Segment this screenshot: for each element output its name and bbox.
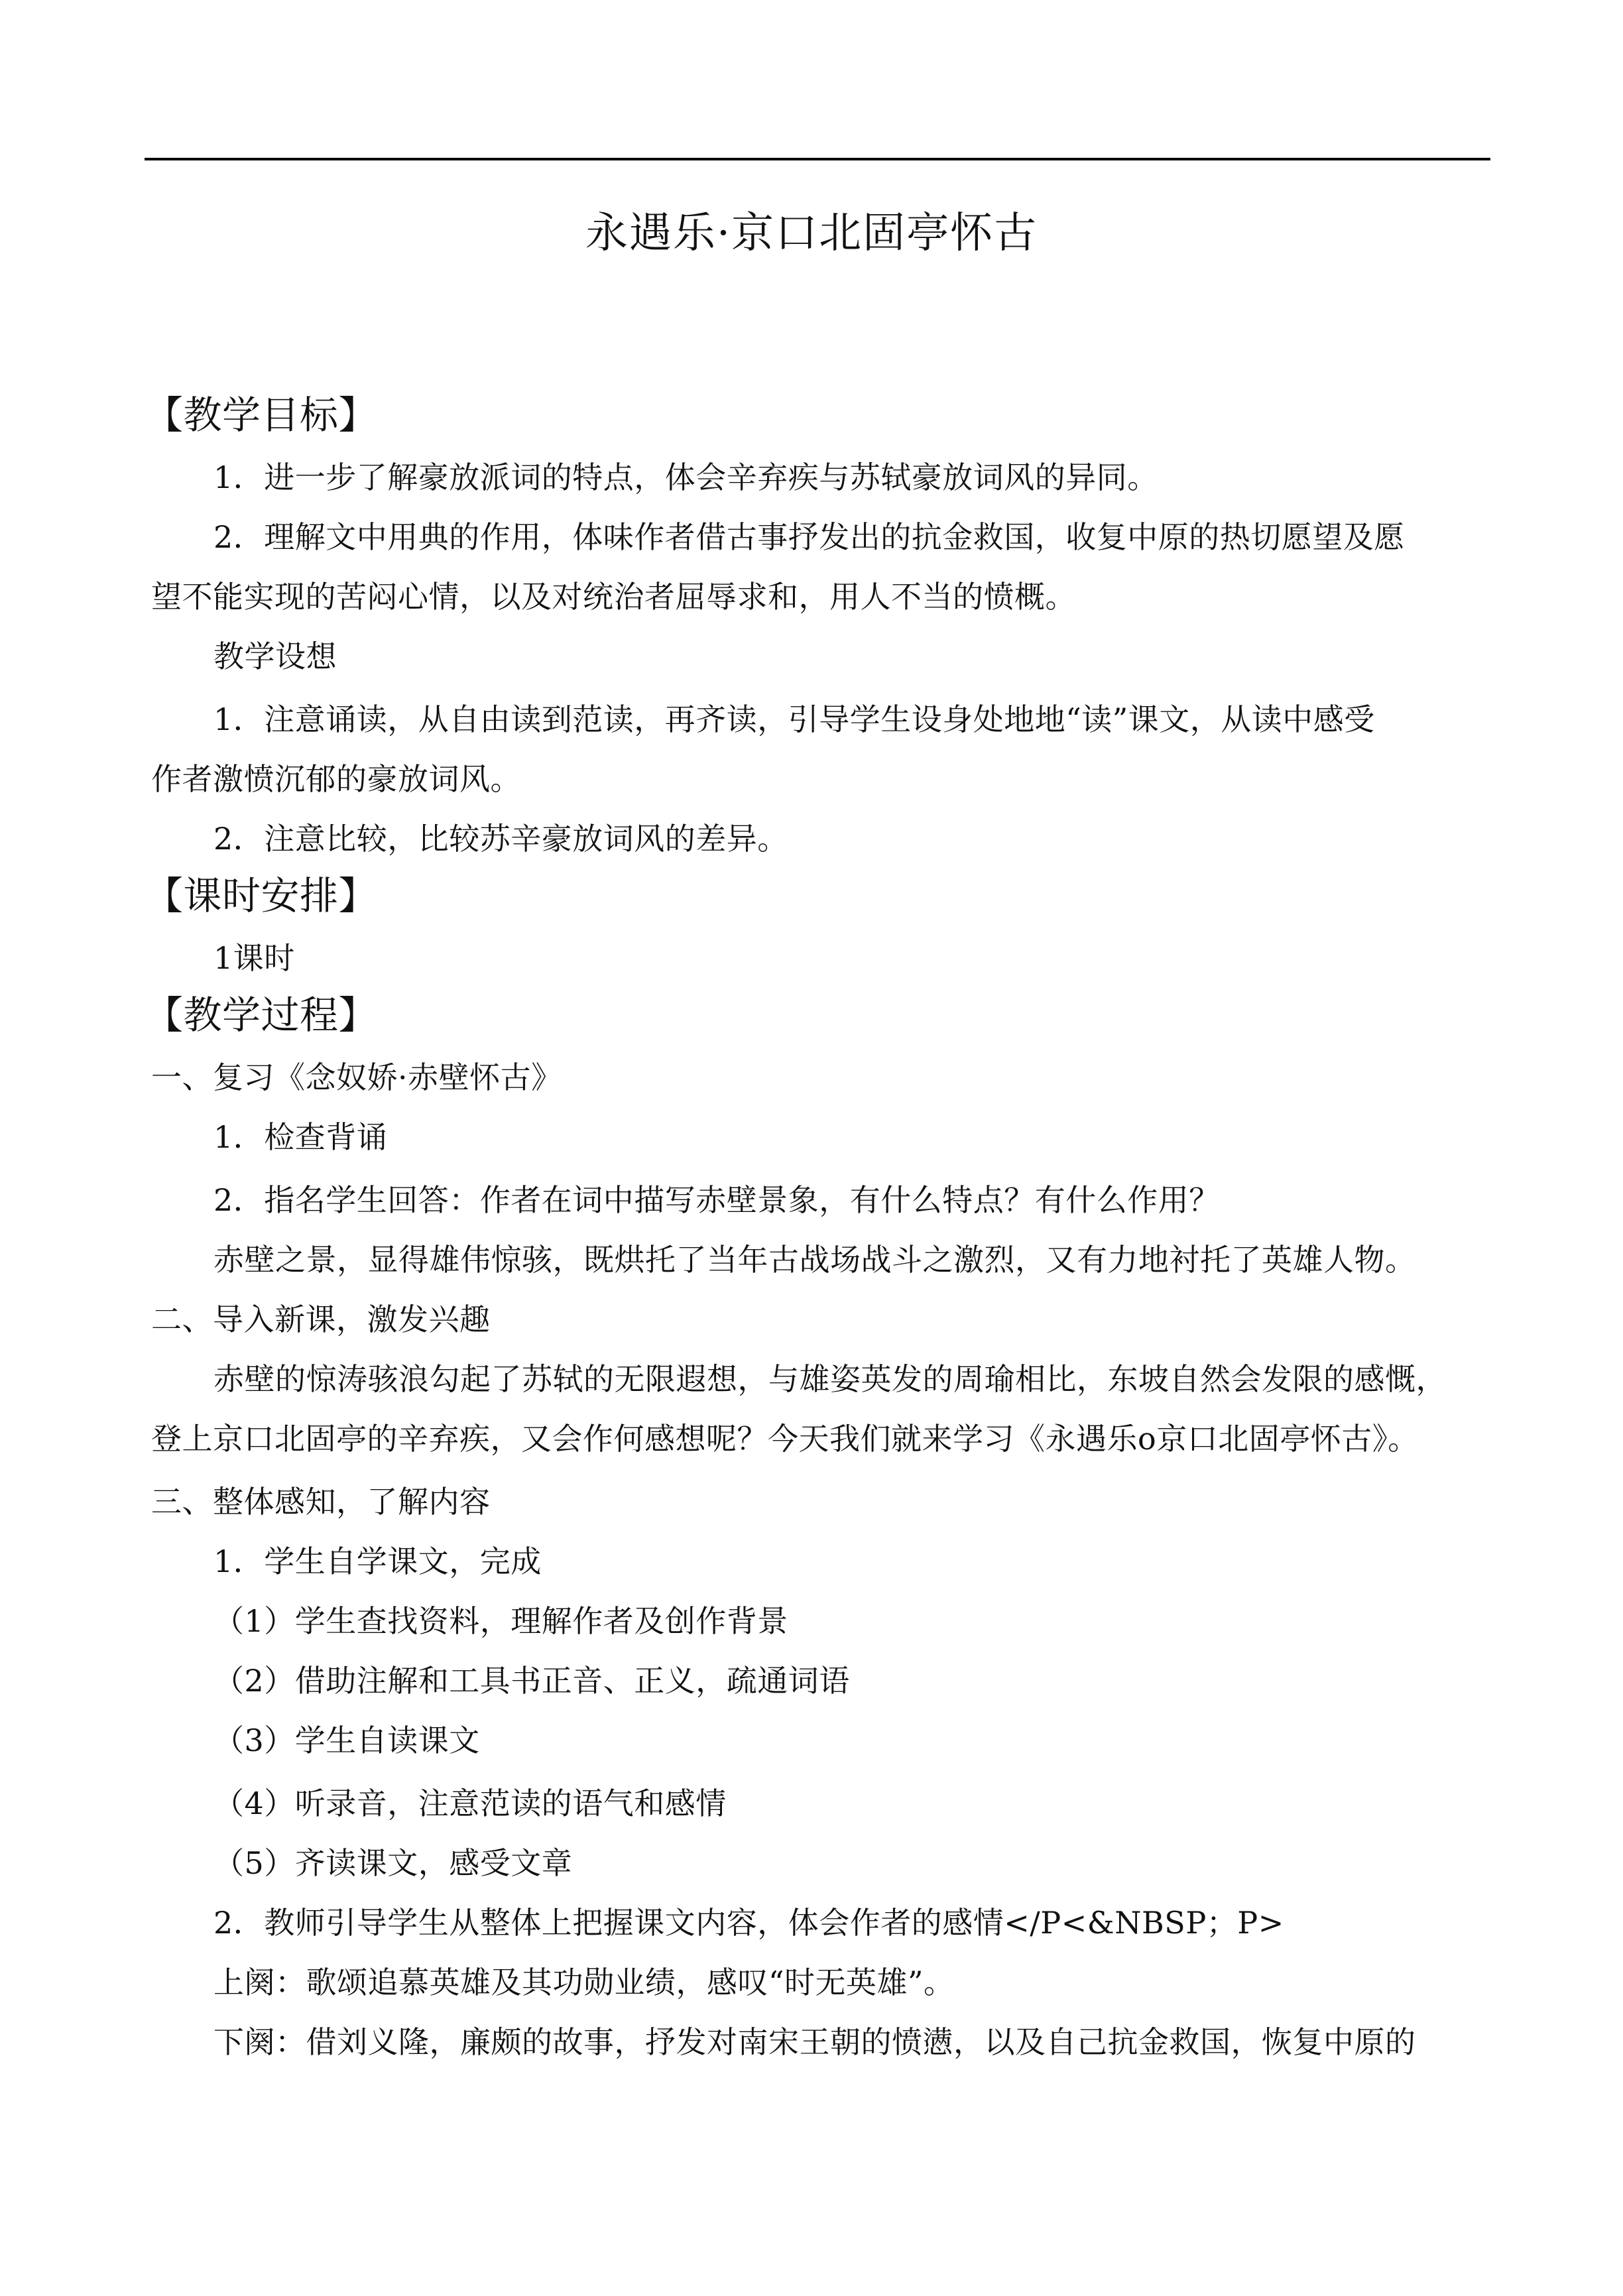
section-3-item-5: （5）齐读课文，感受文章 xyxy=(213,1845,573,1881)
section-1-point-2: 2．指名学生回答：作者在词中描写赤壁景象，有什么特点？有什么作用？ xyxy=(213,1182,1220,1218)
design-1-line-1: 1．注意诵读，从自由读到范读，再齐读，引导学生设身处地地“读”课文，从读中感受 xyxy=(213,701,1375,737)
section-2-line-1: 赤壁的惊涛骇浪勾起了苏轼的无限遐想，与雄姿英发的周瑜相比，东坡自然会发限的感慨， xyxy=(213,1361,1447,1397)
design-label: 教学设想 xyxy=(213,638,337,674)
objective-2-line-2: 望不能实现的苦闷心情，以及对统治者屈辱求和，用人不当的愤概。 xyxy=(151,579,1076,615)
section-3-title: 三、整体感知，了解内容 xyxy=(151,1484,491,1520)
section-1-title: 一、复习《念奴娇·赤壁怀古》 xyxy=(151,1059,562,1095)
upper-stanza-note: 上阕：歌颂追慕英雄及其功勋业绩，感叹“时无英雄”。 xyxy=(213,1964,955,2000)
lower-stanza-note: 下阕：借刘义隆，廉颇的故事，抒发对南宋王朝的愤懑，以及自己抗金救国，恢复中原的 xyxy=(213,2024,1416,2060)
section-3-point-1: 1．学生自学课文，完成 xyxy=(213,1543,542,1579)
document-title: 永遇乐·京口北固亭怀古 xyxy=(585,209,1038,258)
section-3-item-2: （2）借助注解和工具书正音、正义，疏通词语 xyxy=(213,1663,850,1699)
section-3-item-3: （3）学生自读课文 xyxy=(213,1722,480,1758)
header-rule xyxy=(145,158,1490,160)
design-2: 2．注意比较，比较苏辛豪放词风的差异。 xyxy=(213,821,788,857)
schedule-text: 1课时 xyxy=(213,940,295,976)
section-2-line-2: 登上京口北固亭的辛弃疾，又会作何感想呢？今天我们就来学习《永遇乐ο京口北固亭怀古》。 xyxy=(151,1421,1419,1457)
objective-2-line-1: 2．理解文中用典的作用，体味作者借古事抒发出的抗金救国，收复中原的热切愿望及愿 xyxy=(213,519,1405,555)
section-2-title: 二、导入新课，激发兴趣 xyxy=(151,1301,491,1337)
section-1-point-3: 赤壁之景，显得雄伟惊骇，既烘托了当年古战场战斗之激烈，又有力地衬托了英雄人物。 xyxy=(213,1242,1416,1278)
design-1-line-2: 作者激愤沉郁的豪放词风。 xyxy=(151,761,521,797)
section-3-point-2: 2．教师引导学生从整体上把握课文内容，体会作者的感情</P<&NBSP；P> xyxy=(213,1905,1284,1941)
heading-objectives: 【教学目标】 xyxy=(145,393,378,438)
objective-1: 1．进一步了解豪放派词的特点，体会辛弃疾与苏轼豪放词风的异同。 xyxy=(213,459,1158,495)
section-1-point-1: 1．检查背诵 xyxy=(213,1119,388,1155)
heading-schedule: 【课时安排】 xyxy=(145,873,378,918)
section-3-item-4: （4）听录音，注意范读的语气和感情 xyxy=(213,1785,727,1821)
section-3-item-1: （1）学生查找资料，理解作者及创作背景 xyxy=(213,1603,788,1639)
heading-process: 【教学过程】 xyxy=(145,993,378,1038)
